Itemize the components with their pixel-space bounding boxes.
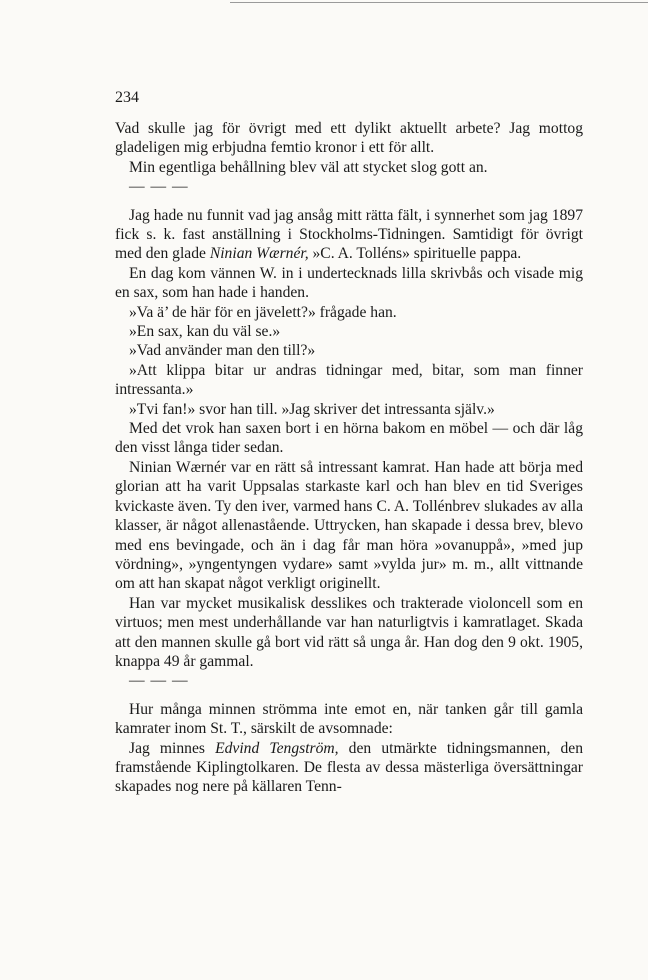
- section-separator: — — —: [129, 178, 189, 196]
- paragraph: Vad skulle jag för övrigt med ett dylikt aktuellt arbete? Jag mottog gladeligen mig erbjudna femtio kronor i ett för allt.: [115, 120, 583, 157]
- page-number: 234: [115, 89, 139, 106]
- paragraph: En dag kom vännen W. in i undertecknads lilla skrivbås och visade mig en sax, som han hade i handen.: [115, 264, 583, 302]
- paragraph: [115, 206, 583, 264]
- body-text: [115, 119, 583, 797]
- paragraph: Hur många minnen strömma inte emot en, när tanken går till gamla kamrater inom St. T., särskilt de avsomnade:: [115, 700, 583, 738]
- text-run: den utmärkte tidningsmannen, den framstående Kiplingtolkaren. De flesta av dessa mästerliga översättningar skapades nog nere på källaren Tenn-: [115, 739, 584, 796]
- paragraph: »Att klippa bitar ur andras tidningar med, bitar, som man finner intressanta.»: [115, 361, 583, 399]
- paragraph: »Vad använder man den till?»: [129, 342, 316, 360]
- italic-name: Edvind Tengström,: [215, 739, 339, 757]
- top-edge-rule: [230, 2, 648, 3]
- paragraph: [115, 739, 583, 797]
- section-separator: — — —: [129, 672, 189, 690]
- paragraph: Med det vrok han saxen bort i en hörna bakom en möbel — och där låg den visst långa tider sedan.: [115, 420, 583, 457]
- italic-name: Ninian Wærnér,: [209, 245, 309, 263]
- text-run: Jag hade nu funnit vad jag ansåg mitt rätta fält, i synnerhet som jag 1897 fick s. k. fast anställning i Stockholms-Tidningen. Samtidigt för övrigt med den glade: [115, 206, 583, 263]
- paragraph: »Tvi fan!» svor han till. »Jag skriver det intressanta själv.»: [129, 400, 495, 418]
- paragraph: Han var mycket musikalisk desslikes och trakterade violoncell som en virtuos; men mest underhållande var han naturligtvis i kamratlaget. Skada att den mannen skulle gå bort vid rätt så unga år. Han dog den 9 okt. 1905, knappa 49 år gammal.: [115, 594, 583, 670]
- paragraph: Min egentliga behållning blev väl att stycket slog gott an.: [129, 158, 488, 176]
- paragraph: »En sax, kan du väl se.»: [129, 323, 281, 341]
- paragraph: »Va ä’ de här för en jävelett?» frågade han.: [129, 303, 397, 321]
- paragraph: Ninian Wærnér var en rätt så intressant kamrat. Han hade att börja med glorian att ha varit Uppsalas starkaste karl och han blev en tid Sveriges kvickaste även. Ty den iver, varmed hans C. A. Tollénbrev slukades av alla klasser, är något allenastående. Uttrycken, han skapade i dessa brev, blevo med ens bevingade, och än i dag får man höra »ovanuppå», »med jup vördning», »yngentyngen vydare» samt »vylda jur» m. m., allt vittnande om att han skapat något verkligt originellt.: [115, 458, 583, 593]
- text-run: Jag minnes: [129, 739, 216, 757]
- text-run: »C. A. Tolléns» spirituelle pappa.: [308, 245, 522, 263]
